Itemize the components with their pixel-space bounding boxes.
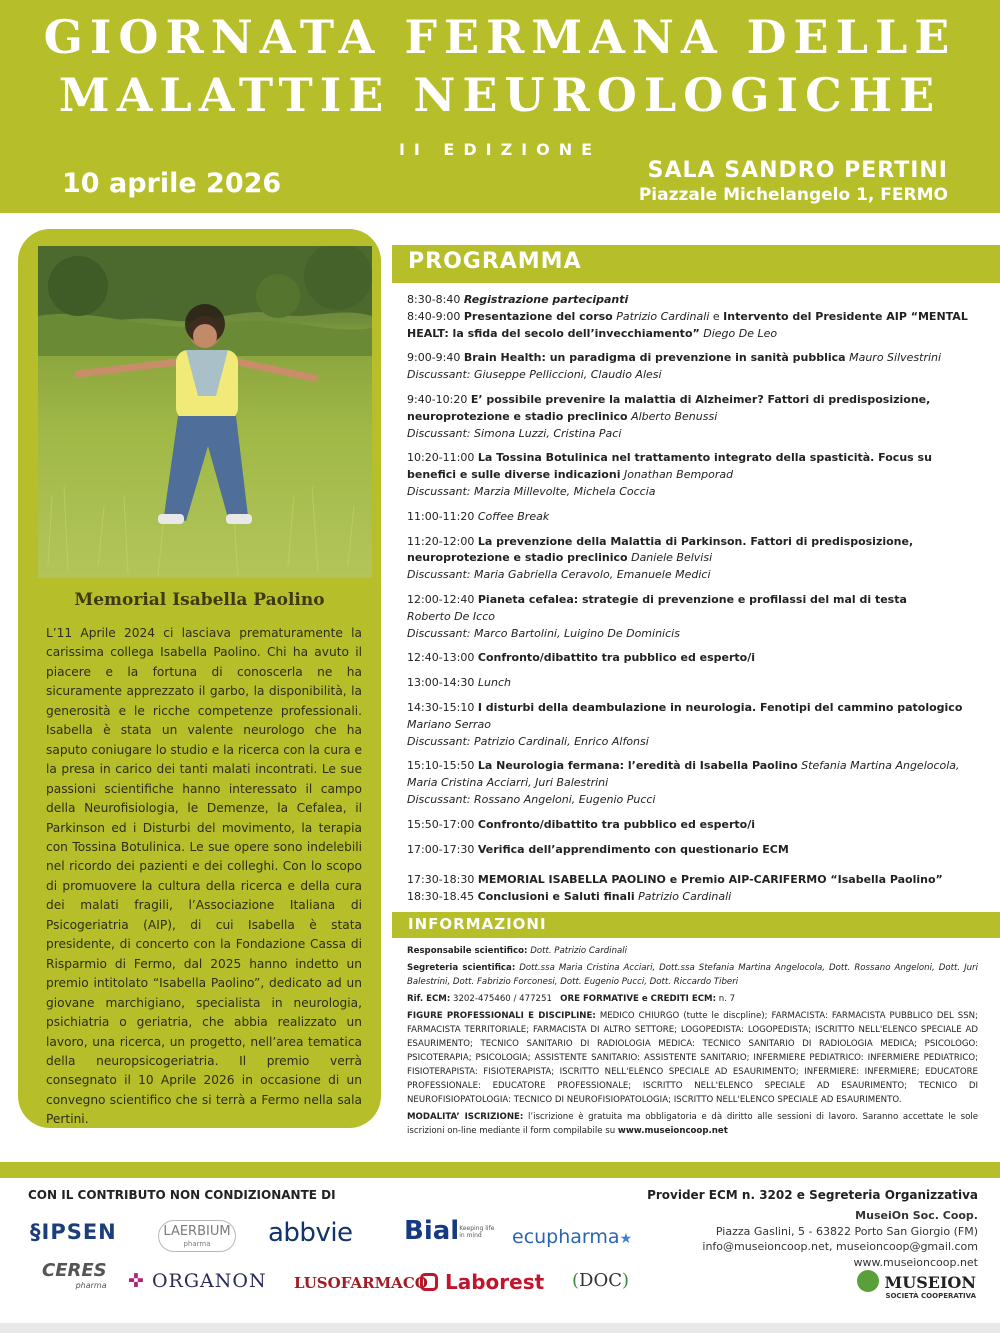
info-value: 3202-475460 / 477251 [453,994,552,1004]
info-header-bar [392,912,1000,938]
memorial-photo [38,246,372,578]
info-label: FIGURE PROFESSIONALI E DISCIPLINE: [407,1011,596,1021]
info-value: l’iscrizione è gratuita ma obbligatoria e dà diritto alle sessioni di lavoro. Saranno accettate le sole iscrizioni on-line mediante il form compilabile su [407,1112,979,1136]
session-speaker: Mariano Serrao [407,717,492,731]
session-lunch [407,675,977,692]
session-debate-1 [407,650,977,667]
ipsen-mark-icon: § [30,1220,42,1244]
woman-in-meadow-illustration [38,246,372,578]
provider-web: www.museioncoop.net [853,1255,978,1269]
museion-leaf-icon [857,1270,879,1292]
session-registration [407,292,977,309]
bial-logo: BialKeeping life in mind [404,1216,495,1246]
session-conclusions [407,889,977,906]
session-memorial [407,872,977,889]
session-fermo-neurology [407,758,977,808]
session-title: Confronto/dibattito tra pubblico ed esperto/i [477,651,756,665]
session-parkinson [407,534,977,584]
session-title: Confronto/dibattito tra pubblico ed esperto/i [477,817,756,831]
session-title: Presentazione del corso [463,309,613,323]
session-title: Lunch [477,676,511,690]
session-time: 11:00-11:20 [407,509,475,523]
session-time: 14:30-15:10 [407,700,475,714]
ipsen-logo: §IPSEN [30,1220,117,1244]
session-botulinum [407,450,977,500]
session-time: 13:00-14:30 [407,676,475,690]
programme-header-bar [392,245,1000,283]
session-discussant: Discussant: Patrizio Cardinali, Enrico Alfonsi [407,734,649,748]
session-presentation [407,309,977,343]
registration-link[interactable]: www.museioncoop.net [617,1126,728,1136]
session-speaker: Stefania Martina Angelocola, Maria Cristina Acciarri, Juri Balestrini [407,759,960,790]
title-line-1: GIORNATA FERMANA DELLE [43,10,957,64]
ecupharma-logo: ecupharma★ [512,1226,633,1248]
info-label: ORE FORMATIVE e CREDITI ECM: [560,994,717,1004]
session-title: Conclusioni e Saluti finali [477,890,635,904]
museion-logo: MUSEION SOCIETÀ COOPERATIVA [857,1270,976,1300]
ceres-logo: CERES pharma [42,1260,107,1290]
session-speaker: Alberto Benussi [631,409,718,423]
session-time: 9:00-9:40 [407,351,461,365]
memorial-title: Memorial Isabella Paolino [74,590,325,610]
session-time: 11:20-12:00 [407,534,475,548]
venue-address: Piazzale Michelangelo 1, FERMO [638,185,948,205]
laborest-mark-icon [420,1273,438,1291]
session-alzheimer [407,392,977,442]
session-time: 12:00-12:40 [407,592,475,606]
session-discussant: Discussant: Maria Gabriella Ceravolo, Emanuele Medici [407,568,711,582]
lusofarmaco-logo: LUSOFARMACO [294,1274,428,1292]
session-time: 15:10-15:50 [407,759,475,773]
session-title: La Tossina Botulinica nel trattamento integrato della spasticità. Focus su benefici e sulle diverse indicazioni [407,451,932,482]
session-discussant: Discussant: Simona Luzzi, Cristina Paci [407,426,622,440]
session-time: 17:00-17:30 [407,842,475,856]
provider-title: Provider ECM n. 3202 e Segreteria Organizzativa [647,1188,978,1202]
info-label: MODALITA’ ISCRIZIONE: [407,1112,524,1122]
session-title: Verifica dell’apprendimento con questionario ECM [477,842,789,856]
laerbium-logo: LAERBIUM pharma [158,1220,236,1252]
provider-address: Piazza Gaslini, 5 - 63822 Porto San Giorgio (FM) [715,1224,978,1238]
provider-details [702,1208,978,1270]
session-time: 9:40-10:20 [407,392,468,406]
session-time: 8:40-9:00 [407,309,461,323]
organon-logo: ✜ ORGANON [128,1270,267,1292]
session-headache [407,592,977,642]
session-speaker: Patrizio Cardinali [616,309,710,323]
session-discussant: Discussant: Marco Bartolini, Luigino De Dominicis [407,626,680,640]
session-speaker: Mauro Silvestrini [849,351,942,365]
provider-name: MuseiOn Soc. Coop. [855,1209,978,1222]
info-label: Rif. ECM: [407,994,451,1004]
provider-email: info@museioncoop.net, museioncoop@gmail.com [702,1240,978,1253]
session-title: Pianeta cefalea: strategie di prevenzione e profilassi del mal di testa [477,592,907,606]
stars-icon: ★ [619,1231,633,1247]
session-discussant: Discussant: Rossano Angeloni, Eugenio Pucci [407,792,656,806]
memorial-text: L’11 Aprile 2024 ci lasciava prematuramente la carissima collega Isabella Paolino. Chi ha avuto il piacere e la fortuna di conoscerla ne ha sicuramente apprezzato il garbo, la disponibilità, la generosità e le ricche competenze professionali. Isabella è stata un valente neurologo che ha saputo coniugare lo studio e la ricerca con la cura e la presa in carico dei tanti malati incontrati. Le sue passioni scientifiche hanno interessato il campo della Neurofisiologia, le Demenze, la Cefalea, il Parkinson ed i Disturbi del movimento, la terapia con Tossina Botulinica. Le sue opere sono indelebili nel ricordo dei pazienti e dei colleghi. Con lo scopo di promuovere la cultura della ricerca e della cura dei malati fragili, l’Associazione Italiana di Psicogeriatria (AIP), di cui Isabella è stata presidente, di concerto con la Fondazione Cassa di Risparmio di Fermo, dal 2025 hanno indetto un premio intitolato “Isabella Paolino”, dedicato ad un giovane marchigiano, specialista in neurologia, psichiatria o geriatria, che abbia realizzato un lavoro, una ricerca, un progetto, nell’area tematica della neuropsicogeriatria. Il premio verrà consegnato il 10 Aprile 2026 in occasione di un convegno scientifico che si terrà a Fermo nella sala Pertini. [46,626,362,1127]
session-speaker: Roberto De Icco [407,609,495,623]
session-title: I disturbi della deambulazione in neurologia. Fenotipi del cammino patologico [477,700,963,714]
organon-cross-icon: ✜ [128,1270,145,1292]
programme-list [407,292,977,906]
abbvie-logo: abbvie [268,1218,353,1248]
session-discussant: Discussant: Marzia Millevolte, Michela Coccia [407,484,656,498]
session-brain-health [407,350,977,384]
session-title: E’ possibile prevenire la malattia di Alzheimer? Fattori di predisposizione, neuroprotezione e stadio preclinico [407,392,931,423]
venue-name: SALA SANDRO PERTINI [647,158,948,183]
session-coffee-break [407,509,977,526]
title-line-2: MALATTIE NEUROLOGICHE [58,68,942,122]
session-conjunction: e [712,309,720,323]
info-value: Dott.ssa Maria Cristina Acciari, Dott.ssa Stefania Martina Angelocola, Dott. Rossano Angeloni, Dott. Juri Balestrini, Dott. Fabrizio Forconesi, Dott. Eugenio Pucci, Dott. Riccardo Tiberi [407,963,978,987]
session-title: La prevenzione della Malattia di Parkinson. Fattori di predisposizione, neuroprotezione e stadio preclinico [407,534,914,565]
info-title: INFORMAZIONI [408,915,547,933]
info-label: Responsabile scientifico: [407,946,528,956]
session-time: 18:30-18.45 [407,890,475,904]
session-time: 17:30-18:30 [407,873,475,887]
info-value: MEDICO CHIURGO (tutte le discpline); FARMACISTA: FARMACISTA PUBBLICO DEL SSN; FARMACISTA TERRITORIALE; FARMACISTA DI ALTRO SETTORE; LOGOPEDISTA: LOGOPEDISTA; ISCRITTO NELL'ELENCO SPECIALE AD ESAURIMENTO; TECNICO SANITARIO DI RADIOLOGIA MEDICA: TECNICO SANITARIO DI RADIOLOGIA MEDICA; PSICOLOGO: PSICOTERAPIA; PSICOLOGIA; ASSISTENTE SANITARIO: ASSISTENTE SANITARIO; INFERMIERE PEDIATRICO: INFERMIERE PEDIATRICO; FISIOTERAPISTA: FISIOTERAPISTA; ISCRITTO NELL'ELENCO SPECIALE AD ESAURIMENTO; INFERMIERE: INFERMIERE; EDUCATORE PROFESSIONALE: EDUCATORE PROFESSIONALE; ISCRITTO NELL'ELENCO SPECIALE AD ESAURIMENTO; TECNICO DI NEUROFISIOPATOLOGIA: TECNICO DI NEUROFISIOPATOLOGIA; ISCRITTO NELL'ELENCO SPECIALE AD ESAURIMENTO. [407,1011,979,1105]
sponsor-title: CON IL CONTRIBUTO NON CONDIZIONANTE DI [28,1188,336,1202]
session-debate-2 [407,817,977,834]
session-title: La Neurologia fermana: l’eredità di Isabella Paolino [477,759,798,773]
session-title: MEMORIAL ISABELLA PAOLINO e Premio AIP-CARIFERMO “Isabella Paolino” [477,873,943,887]
session-title: Registrazione partecipanti [463,293,629,306]
programme-title: PROGRAMMA [408,249,582,274]
session-gait [407,700,977,750]
info-block [407,944,978,1141]
event-date: 10 aprile 2026 [62,168,282,199]
session-title: Coffee Break [477,509,550,523]
session-speaker: Daniele Belvisi [631,551,713,565]
session-time: 8:30-8:40 [407,293,461,306]
info-responsible [407,944,978,958]
doc-logo: (DOC) [572,1270,630,1291]
session-speaker: Patrizio Cardinali [638,890,732,904]
bottom-strip [0,1323,1000,1333]
header-banner [0,0,1000,213]
footer-bar [0,1162,1000,1178]
info-label: Segreteria scientifica: [407,963,516,973]
info-secretariat [407,961,978,989]
session-time: 12:40-13:00 [407,651,475,665]
laborest-logo: Laborest [420,1270,544,1294]
info-professions [407,1009,978,1107]
info-registration [407,1110,978,1138]
session-speaker-2: Diego De Leo [703,326,778,340]
session-title: Brain Health: un paradigma di prevenzione in sanità pubblica [463,351,846,365]
info-value: n. 7 [718,994,736,1004]
session-speaker: Jonathan Bemporad [623,468,734,482]
info-value: Dott. Patrizio Cardinali [530,946,628,956]
session-title-2: Intervento del Presidente AIP “MENTAL HEALT: la sfida del secolo dell’invecchiamento” [407,309,968,340]
session-ecm-test [407,842,977,859]
session-time: 10:20-11:00 [407,451,475,465]
session-discussant: Discussant: Giuseppe Pelliccioni, Claudio Alesi [407,368,662,382]
session-time: 15:50-17:00 [407,817,475,831]
info-ecm [407,992,978,1006]
edition-label: II EDIZIONE [398,140,602,159]
venue [639,158,948,205]
